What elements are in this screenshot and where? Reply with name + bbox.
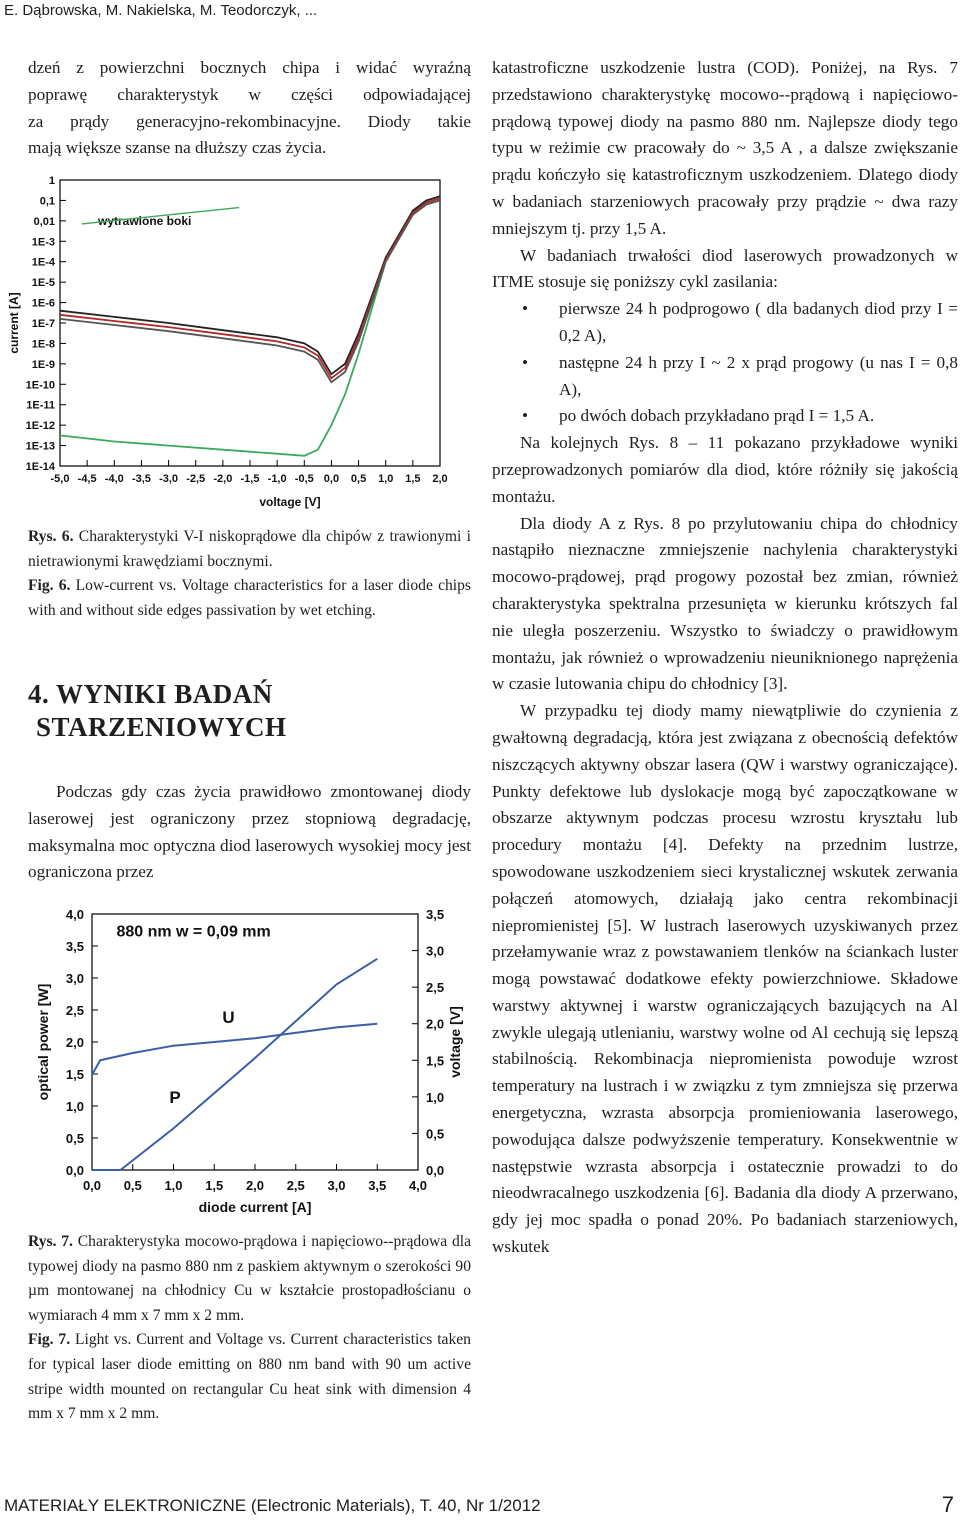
- running-head: E. Dąbrowska, M. Nakielska, M. Teodorczyk, ...: [4, 2, 318, 19]
- bullet-item: [492, 296, 958, 350]
- fig7-y2-axis-label: voltage [V]: [447, 1006, 463, 1078]
- fig6-caption-pl-label: Rys. 6.: [28, 528, 74, 545]
- right-paragraph-2: W badaniach trwałości diod laserowych prowadzonych w ITME stosuje się poniższy cykl zasilania:: [492, 245, 958, 292]
- fig6-caption-en-label: Fig. 6.: [28, 577, 71, 595]
- fig6-y-tick-label: 1E-10: [25, 379, 55, 392]
- bullet-item: [492, 403, 958, 430]
- fig7-x-tick-label: 4,0: [408, 1178, 428, 1193]
- bullet-icon: •: [522, 352, 529, 372]
- fig6-y-tick-label: 1E-4: [31, 256, 55, 269]
- section-heading: [28, 678, 471, 744]
- fig6-x-tick-label: -3,0: [159, 473, 179, 485]
- fig7-series-line: [92, 1024, 377, 1075]
- fig6-y-tick-label: 1E-14: [25, 461, 55, 473]
- fig7-caption: [28, 1230, 471, 1427]
- intro-line: poprawę charakterystyk w części odpowiadającej: [28, 84, 471, 104]
- bullet-item: [492, 350, 958, 404]
- fig7-x-tick-label: 0,0: [82, 1178, 102, 1193]
- fig7-y-tick-label: 2,5: [65, 1003, 84, 1018]
- fig6-x-tick-label: -4,5: [77, 473, 97, 485]
- intro-text: [28, 55, 471, 162]
- fig6-x-tick-label: -2,0: [213, 473, 233, 485]
- fig7-y2-tick-label: 3,0: [426, 943, 445, 959]
- fig6-x-tick-label: -3,5: [131, 473, 151, 485]
- footer: MATERIAŁY ELEKTRONICZNE (Electronic Materials), T. 40, Nr 1/2012: [4, 1496, 541, 1515]
- intro-line: za prądy generacyjno-rekombinacyjne. Diody takie: [28, 111, 471, 131]
- fig7-y-tick-label: 4,0: [65, 907, 84, 922]
- fig7-y2-tick-label: 3,5: [426, 907, 445, 922]
- fig6-x-tick-label: 1,5: [405, 473, 421, 485]
- right-paragraph-5: W przypadku tej diody mamy niewątpliwie do czynienia z gwałtowną degradacją, która jest związana z obecnością defektów niszczących aktywny obszar lasera (QW i warstwy ograniczające). Punkty defektowe lub dyslokacje mogą być zapoczątkowane w obszarze aktywnym podczas procesu wzrostu kryształu lub procedury montażu [4]. Defekty na przednim lustrze, spowodowane uszkodzeniem sieci krystalicznej wskutek zerwania połączeń atomowych, działają jako centra rekombinacji niepromienistej [5]. W lustrach laserowych uzyskiwanych przez przełamywanie wraz z powstawaniem tlenków na ściankach luster mogą powstawać dodatkowe efekty powierzchniowe. Składowe warstwy aktywnej i warstw ograniczających bazujących na Al zwykle ulegają utlenianiu, warstwy wolne od Al cechują się lepszą stabilnością. Rekombinacja niepromienista powoduje wzrost temperatury na lustrach i w związku z tym zmniejsza się przerwa energetyczna, wzrasta absorpcja promieniowania laserowego, powodująca dalsze podwyższenie temperatury. Konsekwentnie w następstwie wzrasta absorpcja i ostatecznie prowadzi to do nieodwracalnego uszkodzenia [6]. Badania dla diody A przerwano, gdy jej moc spadła o ponad 20%. Po badaniach starzeniowych, wskutek: [492, 701, 958, 1257]
- fig7-y2-tick-label: 2,5: [426, 980, 445, 996]
- right-column: [492, 55, 958, 1261]
- section-paragraph: [28, 779, 471, 886]
- section-number: 4.: [28, 679, 50, 709]
- fig7-y-tick-label: 0,0: [65, 1163, 84, 1178]
- bullet-text: pierwsze 24 h podprogowo ( dla badanych diod przy I = 0,2 A),: [559, 299, 958, 345]
- fig7-y-tick-label: 0,5: [65, 1131, 84, 1146]
- fig7-y-axis-label: optical power [W]: [35, 983, 51, 1101]
- bullet-list: [492, 296, 958, 430]
- intro-line: dzeń z powierzchni bocznych chipa i widać wyraźną: [28, 58, 471, 77]
- fig6-y-tick-label: 1E-3: [31, 236, 55, 249]
- fig6-x-tick-label: -0,5: [294, 473, 314, 485]
- fig6-y-tick-label: 1E-12: [25, 420, 55, 433]
- fig7-caption-en: Light vs. Current and Voltage vs. Current characteristics taken for typical laser diode emitting on 880 nm band with 90 um active stripe width mounted on rectangular Cu heat sink with dimension 4 mm x 7 mm x 2 mm.: [28, 1331, 471, 1423]
- fig6-x-tick-label: -1,5: [240, 473, 260, 485]
- fig7-chart: [0, 900, 472, 1225]
- fig6-x-tick-label: 1,0: [378, 473, 394, 485]
- fig6-y-tick-label: 1: [48, 175, 55, 187]
- fig7-y2-tick-label: 0,5: [426, 1126, 445, 1142]
- fig6-x-tick-label: 0,0: [323, 473, 340, 485]
- fig7-y2-tick-label: 2,0: [426, 1016, 445, 1032]
- fig6-y-tick-label: 1E-8: [31, 338, 55, 351]
- fig7-y-tick-label: 3,5: [65, 939, 84, 954]
- section-title-line1: WYNIKI BADAŃ: [56, 679, 273, 709]
- fig7-x-tick-label: 0,5: [123, 1178, 142, 1193]
- fig7-x-tick-label: 1,0: [164, 1178, 183, 1193]
- fig7-y2-tick-label: 1,0: [426, 1089, 445, 1105]
- section-paragraph-text: Podczas gdy czas życia prawidłowo zmontowanej diody laserowej jest ograniczony przez stopniową degradację, maksymalna moc optyczna diod laserowych wysokiej mocy jest ograniczona przez: [28, 782, 471, 882]
- fig6-x-tick-label: 2,0: [432, 473, 448, 485]
- fig7-x-tick-label: 2,0: [245, 1178, 265, 1193]
- fig6-caption: [28, 525, 471, 623]
- bullet-icon: •: [522, 406, 529, 426]
- page-number: 7: [941, 1492, 954, 1517]
- fig7-caption-pl: Charakterystyka mocowo-prądowa i napięciowo--prądowa dla typowej diody na pasmo 880 nm z paskiem aktywnym o szerokości 90 µm montowanej na chłodnicy Cu w kształcie prostopadłościanu o wymiarach 4 mm x 7 mm x 2 mm.: [28, 1233, 472, 1324]
- fig6-y-axis-label: current [A]: [7, 292, 21, 354]
- fig7-x-tick-label: 3,5: [368, 1178, 387, 1193]
- right-paragraph-4: Dla diody A z Rys. 8 po przylutowaniu chipa do chłodnicy nastąpiło nieznaczne zmniejszenie nachylenia charakterystyki mocowo-prądowej, prąd progowy pozostał bez zmian, również charakterystyka spektralna przesunięta w kierunku krótszych fal nie uległa poszerzeniu. Wszystko to świadczy o prawidłowym montażu, jak również o wprowadzeniu nieuniknionego naprężenia w czasie lutowania chipu do chłodnicy [3].: [492, 513, 958, 694]
- fig7-frame: [92, 914, 418, 1170]
- fig6-chart: [0, 170, 470, 520]
- fig6-y-tick-label: 1E-5: [31, 277, 55, 290]
- fig6-y-tick-label: 1E-7: [31, 318, 55, 330]
- fig6-x-axis-label: voltage [V]: [259, 495, 321, 509]
- fig6-x-tick-label: 0,5: [350, 473, 367, 485]
- fig7-y2-tick-label: 0,0: [426, 1163, 445, 1178]
- fig6-y-tick-label: 0,01: [33, 215, 55, 228]
- fig7-x-tick-label: 3,0: [327, 1178, 346, 1193]
- fig6-y-tick-label: 1E-11: [26, 399, 55, 412]
- fig7-x-tick-label: 1,5: [205, 1178, 224, 1193]
- fig7-x-axis-label: diode current [A]: [198, 1199, 312, 1215]
- intro-line: mają większe szanse na dłuższy czas życia.: [28, 138, 327, 158]
- fig6-y-tick-label: 1E-9: [31, 358, 55, 371]
- fig7-y2-tick-label: 1,5: [426, 1053, 445, 1069]
- bullet-text: po dwóch dobach przykładano prąd I = 1,5 A.: [559, 406, 875, 426]
- fig7-series-line: [92, 959, 377, 1170]
- fig6-x-tick-label: -1,0: [267, 473, 287, 485]
- fig7-series-label-u: U: [222, 1007, 235, 1027]
- fig6-caption-en: Low-current vs. Voltage characteristics for a laser diode chips with and without side edges passivation by wet etching.: [28, 577, 471, 619]
- fig6-annotation: wytrawione boki: [98, 213, 192, 228]
- fig6-x-tick-label: -4,0: [104, 473, 124, 485]
- right-paragraph-1: katastroficzne uszkodzenie lustra (COD). Poniżej, na Rys. 7 przedstawiono charakterystykę mocowo--prądową i napięciowo-prądową typowej diody na pasmo 880 nm. Najlepsze diody tego typu w reżimie cw pracowały do ~ 3,5 A , a dalsze zwiększanie prądu kończyło się katastroficznym uszkodzeniem. Dlatego diody w badaniach starzeniowych pracowały przy prądzie ~ dwa razy mniejszym tj. przy 1,5 A.: [492, 58, 958, 238]
- fig6-x-tick-label: -2,5: [186, 473, 206, 485]
- fig7-y-tick-label: 2,0: [65, 1035, 84, 1050]
- fig7-caption-pl-label: Rys. 7.: [28, 1233, 73, 1250]
- fig7-x-tick-label: 2,5: [286, 1178, 305, 1193]
- fig7-caption-en-label: Fig. 7.: [28, 1331, 71, 1349]
- fig7-y-tick-label: 3,0: [65, 971, 84, 986]
- fig6-y-tick-label: 1E-13: [25, 440, 55, 453]
- fig6-x-tick-label: -5,0: [50, 473, 70, 485]
- bullet-icon: •: [522, 299, 529, 319]
- fig6-y-tick-label: 0,1: [39, 195, 55, 208]
- right-paragraph-3: Na kolejnych Rys. 8 – 11 pokazano przykładowe wyniki przeprowadzonych pomiarów dla diod, które różniły się jakością montażu.: [492, 433, 958, 506]
- section-title-line2: STARZENIOWYCH: [36, 712, 287, 742]
- fig6-y-tick-label: 1E-6: [31, 297, 55, 310]
- fig7-series-label-p: P: [169, 1087, 181, 1107]
- bullet-text: następne 24 h przy I ~ 2 x prąd progowy (u nas I = 0,8 A),: [559, 352, 958, 399]
- fig7-y-tick-label: 1,5: [65, 1067, 84, 1082]
- fig7-y-tick-label: 1,0: [65, 1099, 84, 1114]
- fig6-caption-pl: Charakterystyki V-I niskoprądowe dla chipów z trawionymi i nietrawionymi krawędziami bocznymi.: [28, 528, 472, 570]
- fig7-title: 880 nm w = 0,09 mm: [116, 923, 271, 941]
